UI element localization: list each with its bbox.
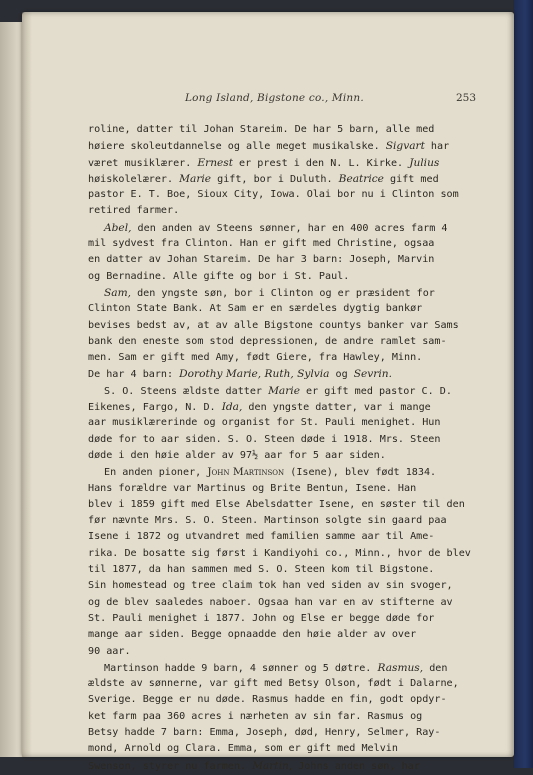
text-line xyxy=(88,481,456,497)
text-line xyxy=(88,562,456,578)
text-run: den xyxy=(423,662,448,674)
text-run: til 1877, da han sammen med S. O. Steen kom til Bigstone. xyxy=(88,564,435,576)
text-line xyxy=(88,709,456,725)
text-line xyxy=(88,334,456,350)
text-line xyxy=(88,301,456,317)
page-header xyxy=(22,92,514,110)
text-line xyxy=(88,269,456,285)
text-run: Sin homestead og tree claim tok han ved siden av sin svoger, xyxy=(88,580,453,592)
text-line xyxy=(88,611,456,627)
text-run: Martinson hadde 9 barn, 4 sønner og 5 døtre. xyxy=(104,662,378,674)
text-run: høiere skoleutdannelse og alle meget musikalske. xyxy=(88,141,386,153)
text-run: mil sydvest fra Clinton. Han er gift med Christine, ogsaa xyxy=(88,238,435,250)
text-line xyxy=(88,155,456,171)
text-run: døde i den høie alder av 97½ aar for 5 aar siden. xyxy=(88,449,386,461)
text-run: været musiklærer. xyxy=(88,157,198,169)
running-head: Long Island, Bigstone co., Minn. xyxy=(185,92,364,104)
italic-name: Sevrin. xyxy=(353,368,392,381)
text-run: pastor E. T. Boe, Sioux City, Iowa. Olai bor nu i Clinton som xyxy=(88,189,459,201)
italic-name: Ida, xyxy=(221,401,243,414)
text-line xyxy=(88,285,456,301)
text-run: en datter av Johan Stareim. De har 3 barn: Joseph, Marvin xyxy=(88,254,435,266)
text-run: og xyxy=(329,369,354,381)
text-line xyxy=(88,236,456,252)
text-run: den yngste søn, bor i Clinton og er præsident for xyxy=(131,287,435,299)
italic-name: Martin, xyxy=(252,759,293,772)
text-line xyxy=(88,415,456,431)
text-run: ket farm paa 360 acres i nærheten av sin far. Rasmus og xyxy=(88,710,423,722)
text-run: den yngste datter, var i mange xyxy=(242,402,431,414)
text-line xyxy=(88,464,456,480)
text-line xyxy=(88,187,459,203)
text-run: Betsy hadde 7 barn: Emma, Joseph, død, Henry, Selmer, Ray- xyxy=(88,726,441,738)
text-run: Hans forældre var Martinus og Brite Bentun, Isene. Han xyxy=(88,482,417,494)
text-run: før nævnte Mrs. S. O. Steen. Martinson solgte sin gaard paa xyxy=(88,515,447,527)
text-run: den anden av Steens sønner, har en 400 acres farm 4 xyxy=(131,222,448,234)
text-line xyxy=(88,171,456,187)
text-run: aar musiklærerinde og organist for St. Pauli menighet. Hun xyxy=(88,417,441,429)
body-text xyxy=(88,122,471,774)
book-binding xyxy=(513,0,533,768)
text-run: blev i 1859 gift med Else Abelsdatter Isene, en søster til den xyxy=(88,498,465,510)
italic-name: Marie xyxy=(268,384,300,397)
text-run: har xyxy=(424,141,450,153)
text-run: mange aar siden. Begge opnaadde den høie alder av over xyxy=(88,629,417,641)
text-line xyxy=(88,627,456,643)
text-run: og de blev saaledes naboer. Ogsaa han var en av stifterne av xyxy=(88,596,453,608)
page-gutter-shadow xyxy=(22,12,32,757)
text-line xyxy=(88,383,456,399)
small-caps-name: John Martinson xyxy=(207,466,285,479)
text-run: Isene i 1872 og utvandret med familien samme aar til Ame- xyxy=(88,531,435,543)
text-run: gift, bor i Duluth. xyxy=(211,173,339,185)
text-run: S. O. Steens ældste datter xyxy=(104,385,269,397)
text-run: bank den eneste som stod depressionen, de andre ramlet sam- xyxy=(88,335,447,347)
text-line xyxy=(88,529,456,545)
text-run: roline, datter til Johan Stareim. De har 5 barn, alle med xyxy=(88,124,435,135)
text-line xyxy=(88,366,456,382)
italic-name: Rasmus, xyxy=(377,661,424,674)
text-run: Eikenes, Fargo, N. D. xyxy=(88,402,222,414)
italic-name: Dorothy Marie, Ruth, Sylvia xyxy=(179,368,330,381)
text-line xyxy=(88,741,456,757)
text-run: er prest i den N. L. Kirke. xyxy=(232,157,410,169)
text-line xyxy=(88,432,456,448)
text-line xyxy=(88,497,465,513)
text-run: er gift med pastor C. D. xyxy=(299,385,452,397)
text-line xyxy=(88,578,456,594)
italic-name: Abel, xyxy=(104,221,132,234)
text-line xyxy=(88,725,456,741)
text-line xyxy=(88,138,456,154)
text-run: St. Pauli menighet i 1877. John og Else er begge døde for xyxy=(88,612,435,624)
text-run: retired farmer. xyxy=(88,205,180,217)
text-line xyxy=(88,676,459,692)
text-run: Johns anden søn, har xyxy=(292,760,420,772)
italic-name: Ernest xyxy=(197,156,233,169)
text-line xyxy=(88,203,456,219)
text-run: mond, Arnold og Clara. Emma, som er gift med Melvin xyxy=(88,743,398,755)
text-line xyxy=(88,644,456,660)
text-run: En anden pioner, xyxy=(104,467,208,479)
text-run: De har 4 barn: xyxy=(88,369,180,381)
text-line xyxy=(88,660,456,676)
text-run: ældste av sønnerne, var gift med Betsy Olson, født i Dalarne, xyxy=(88,678,459,690)
italic-name: Sigvart xyxy=(385,140,425,153)
text-line xyxy=(88,448,456,464)
text-line xyxy=(88,692,456,708)
text-run: Clinton State Bank. At Sam er en særdeles dygtig bankør xyxy=(88,303,423,315)
text-run: og Bernadine. Alle gifte og bor i St. Paul. xyxy=(88,270,350,282)
text-line xyxy=(88,546,471,562)
text-run: høiskolelærer. xyxy=(88,173,180,185)
text-line xyxy=(88,595,456,611)
text-run: rika. De bosatte sig først i Kandiyohi co., Minn., hvor de blev xyxy=(88,547,471,559)
page-number: 253 xyxy=(455,92,476,104)
text-line xyxy=(88,318,459,334)
text-run: men. Sam er gift med Amy, født Giere, fra Hawley, Minn. xyxy=(88,352,423,364)
text-run: gift med xyxy=(383,173,439,185)
book-page xyxy=(22,12,514,772)
text-run: (Isene), blev født 1834. xyxy=(284,467,437,479)
text-run: Swenson, styrer nu farmen. xyxy=(88,760,253,772)
text-run: bevises bedst av, at av alle Bigstone countys banker var Sams xyxy=(88,319,459,331)
text-run: døde for to aar siden. S. O. Steen døde i 1918. Mrs. Steen xyxy=(88,433,441,445)
text-line xyxy=(88,758,456,774)
text-line xyxy=(88,252,456,268)
text-line xyxy=(88,122,456,138)
text-line xyxy=(88,220,456,236)
italic-name: Beatrice xyxy=(338,172,384,185)
italic-name: Sam, xyxy=(104,286,131,299)
text-line xyxy=(88,513,456,529)
text-run: 90 aar. xyxy=(88,645,131,657)
text-line xyxy=(88,399,456,415)
text-line xyxy=(88,350,456,366)
italic-name: Marie xyxy=(179,172,212,185)
italic-name: Julius xyxy=(409,156,440,169)
text-run: Sverige. Begge er nu døde. Rasmus hadde en fin, godt opdyr- xyxy=(88,694,447,706)
